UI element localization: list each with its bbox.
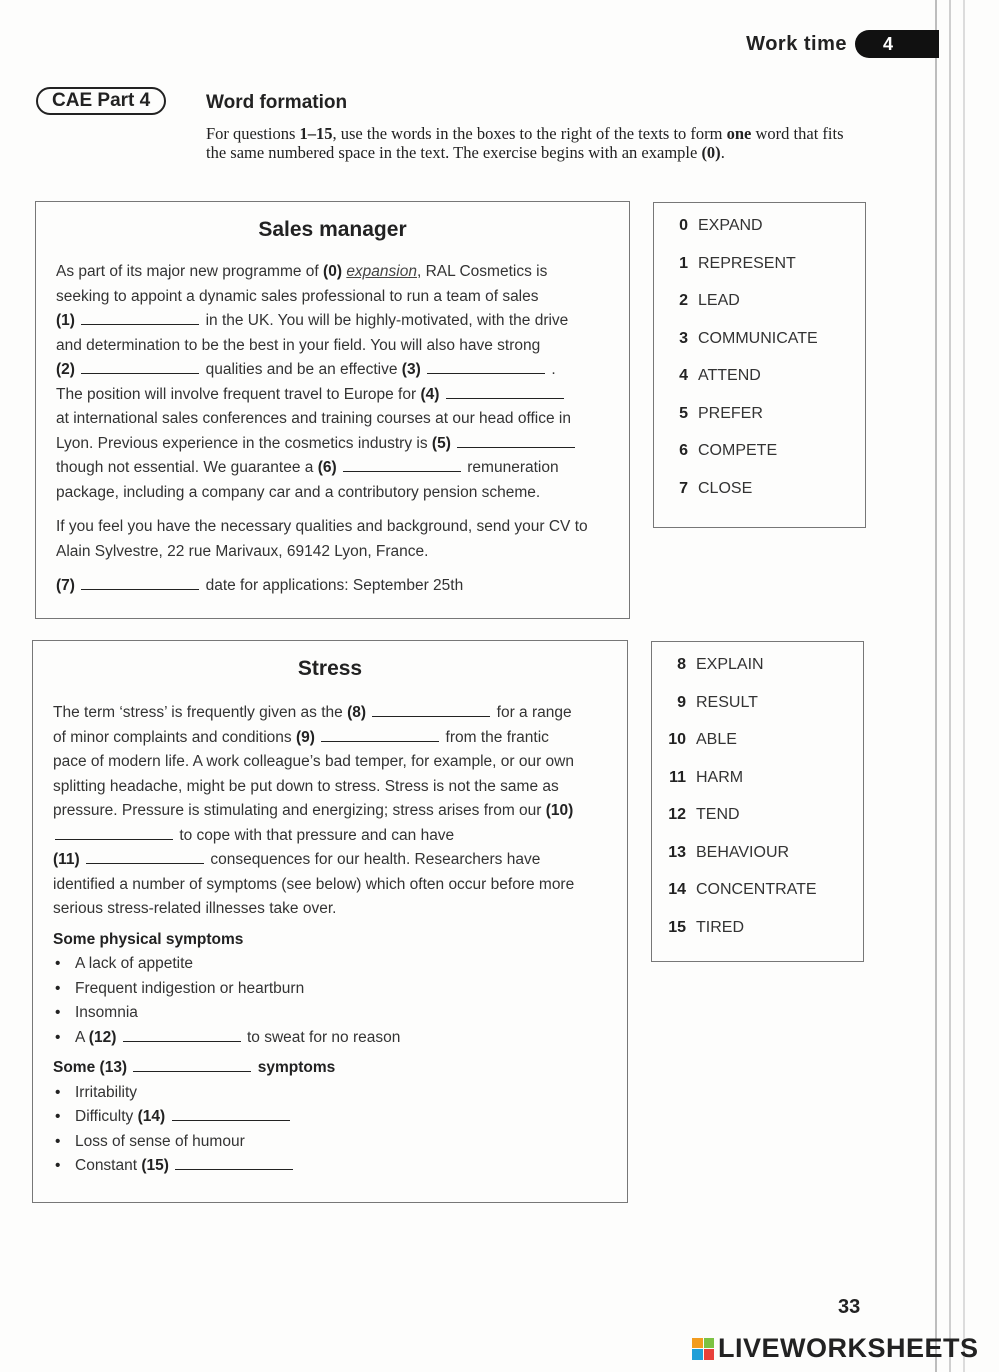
word-number: 15 bbox=[668, 918, 686, 936]
word-list-row bbox=[654, 367, 865, 405]
word-list-row bbox=[652, 694, 863, 732]
root-word: REPRESENT bbox=[698, 254, 796, 272]
root-word: ATTEND bbox=[698, 367, 761, 384]
word-list-row bbox=[652, 844, 863, 882]
root-word: CONCENTRATE bbox=[696, 881, 817, 898]
root-word: TEND bbox=[696, 806, 740, 823]
answer-blank-5[interactable] bbox=[457, 435, 575, 448]
section-title: Word formation bbox=[206, 92, 348, 113]
word-number: 11 bbox=[669, 768, 686, 786]
word-list-row bbox=[652, 731, 863, 769]
root-word: HARM bbox=[696, 768, 744, 786]
word-list-row bbox=[654, 442, 865, 480]
sales-manager-title: Sales manager bbox=[258, 218, 407, 241]
word-number: 7 bbox=[679, 479, 688, 497]
page-edge-line bbox=[949, 0, 951, 1372]
answer-blank-8[interactable] bbox=[372, 704, 490, 717]
list-item: • A lack of appetite bbox=[75, 952, 607, 977]
list-item: • Difficulty (14) bbox=[75, 1105, 607, 1130]
root-word: EXPAND bbox=[698, 217, 763, 234]
root-word: PREFER bbox=[698, 404, 763, 422]
list-item: • Loss of sense of humour bbox=[75, 1130, 607, 1155]
word-number: 12 bbox=[668, 806, 686, 823]
list-item: • Insomnia bbox=[75, 1001, 607, 1026]
word-list-box-2 bbox=[651, 641, 864, 962]
word-number: 6 bbox=[679, 442, 688, 459]
page-number: 33 bbox=[838, 1296, 861, 1318]
page-edge-line bbox=[935, 0, 937, 1372]
page-edge-line bbox=[963, 0, 965, 1372]
word-list-box-1 bbox=[653, 202, 866, 528]
answer-blank-12[interactable] bbox=[123, 1029, 241, 1042]
word-list-row bbox=[654, 480, 865, 518]
list-item: • Frequent indigestion or heartburn bbox=[75, 977, 607, 1002]
word-list-row bbox=[654, 255, 865, 293]
answer-blank-1[interactable] bbox=[81, 312, 199, 325]
answer-blank-15[interactable] bbox=[175, 1157, 293, 1170]
answer-blank-11[interactable] bbox=[86, 851, 204, 864]
instructions: For questions 1–15, use the words in the boxes to the right of the texts to form one word that fits the same numbered space in the text. The exercise begins with an example (0). bbox=[206, 124, 844, 162]
root-word: EXPLAIN bbox=[696, 656, 764, 673]
root-word: CLOSE bbox=[698, 479, 753, 497]
word-list-row bbox=[652, 919, 863, 957]
answer-blank-2[interactable] bbox=[81, 361, 199, 374]
unit-header bbox=[746, 30, 939, 58]
word-list-row bbox=[652, 769, 863, 807]
word-number: 10 bbox=[668, 731, 686, 748]
answer-blank-9[interactable] bbox=[321, 729, 439, 742]
word-number: 0 bbox=[679, 217, 688, 234]
word-number: 2 bbox=[679, 292, 688, 309]
section-badge: CAE Part 4 bbox=[36, 87, 166, 115]
list-item: • A (12) to sweat for no reason bbox=[75, 1026, 607, 1051]
root-word: COMMUNICATE bbox=[698, 329, 818, 347]
word-list-row bbox=[652, 806, 863, 844]
root-word: LEAD bbox=[698, 292, 740, 309]
liveworksheets-logo-icon bbox=[692, 1338, 714, 1360]
root-word: ABLE bbox=[696, 731, 737, 748]
other-symptoms-heading: Some (13) symptoms bbox=[53, 1059, 336, 1076]
word-number: 4 bbox=[679, 367, 688, 384]
answer-blank-6[interactable] bbox=[343, 459, 461, 472]
word-list-row bbox=[654, 405, 865, 443]
word-number: 9 bbox=[677, 693, 686, 711]
physical-symptoms-list bbox=[53, 952, 607, 1050]
stress-paragraph: The term ‘stress’ is frequently given as the (8) for a range of minor complaints and conditions (9) from the frantic pace of modern life. A work colleague’s bad temper, for example, or our own splitting headache, might be put down to stress. Stress is not the same as pressure. Pressure is stimulating and energizing; stress arises from our (10) to cope with that pressure and can have (11) consequences for our health. Researchers have identified a number of symptoms (see below) which often occur before more serious stress-related illnesses take over. bbox=[53, 704, 575, 917]
unit-number-badge: 4 bbox=[855, 30, 939, 58]
word-number: 8 bbox=[677, 656, 686, 673]
word-list-row bbox=[652, 656, 863, 694]
word-number: 14 bbox=[668, 881, 686, 898]
list-item: • Irritability bbox=[75, 1081, 607, 1106]
brand-text: LIVEWORKSHEETS bbox=[718, 1333, 979, 1363]
root-word: TIRED bbox=[696, 918, 744, 936]
header-title: Work time bbox=[746, 32, 847, 55]
word-list-row bbox=[654, 217, 865, 255]
answer-blank-10[interactable] bbox=[55, 827, 173, 840]
root-word: COMPETE bbox=[698, 442, 778, 459]
root-word: BEHAVIOUR bbox=[696, 843, 790, 861]
answer-blank-4[interactable] bbox=[446, 386, 564, 399]
sales-closing-line: (7) date for applications: September 25th bbox=[56, 577, 464, 594]
list-item: • Constant (15) bbox=[75, 1154, 607, 1179]
answer-blank-13[interactable] bbox=[133, 1059, 251, 1072]
example-answer: expansion bbox=[346, 263, 417, 280]
word-list-row bbox=[654, 292, 865, 330]
answer-blank-3[interactable] bbox=[427, 361, 545, 374]
sales-paragraph: As part of its major new programme of (0) expansion, RAL Cosmetics is seeking to appoint a dynamic sales professional to run a team of sales (1) in the UK. You will be highly-motivated, with the drive and determination to be the best in your field. You will also have strong (2) qualities and be an effective (3) . The position will involve frequent travel to Europe for (4) at international sales conferences and training courses at our head office in Lyon. Previous experience in the cosmetics industry is (5) though not essential. We guarantee a (6) remuneration package, including a company car and a contributory pension scheme. bbox=[56, 260, 609, 505]
stress-box bbox=[32, 640, 628, 1203]
answer-blank-14[interactable] bbox=[172, 1108, 290, 1121]
word-list-row bbox=[652, 881, 863, 919]
word-number: 1 bbox=[679, 254, 688, 272]
word-number: 3 bbox=[679, 329, 688, 347]
word-number: 5 bbox=[679, 404, 688, 422]
other-symptoms-list bbox=[53, 1081, 607, 1179]
liveworksheets-watermark bbox=[692, 1333, 979, 1364]
sales-manager-box bbox=[35, 201, 630, 619]
root-word: RESULT bbox=[696, 693, 758, 711]
answer-blank-7[interactable] bbox=[81, 577, 199, 590]
sales-contact-paragraph: If you feel you have the necessary qualities and background, send your CV to Alain Sylvestre, 22 rue Marivaux, 69142 Lyon, France. bbox=[56, 518, 588, 560]
physical-symptoms-heading: Some physical symptoms bbox=[53, 930, 244, 948]
word-number: 13 bbox=[668, 843, 686, 861]
stress-title: Stress bbox=[297, 657, 363, 680]
word-list-row bbox=[654, 330, 865, 368]
